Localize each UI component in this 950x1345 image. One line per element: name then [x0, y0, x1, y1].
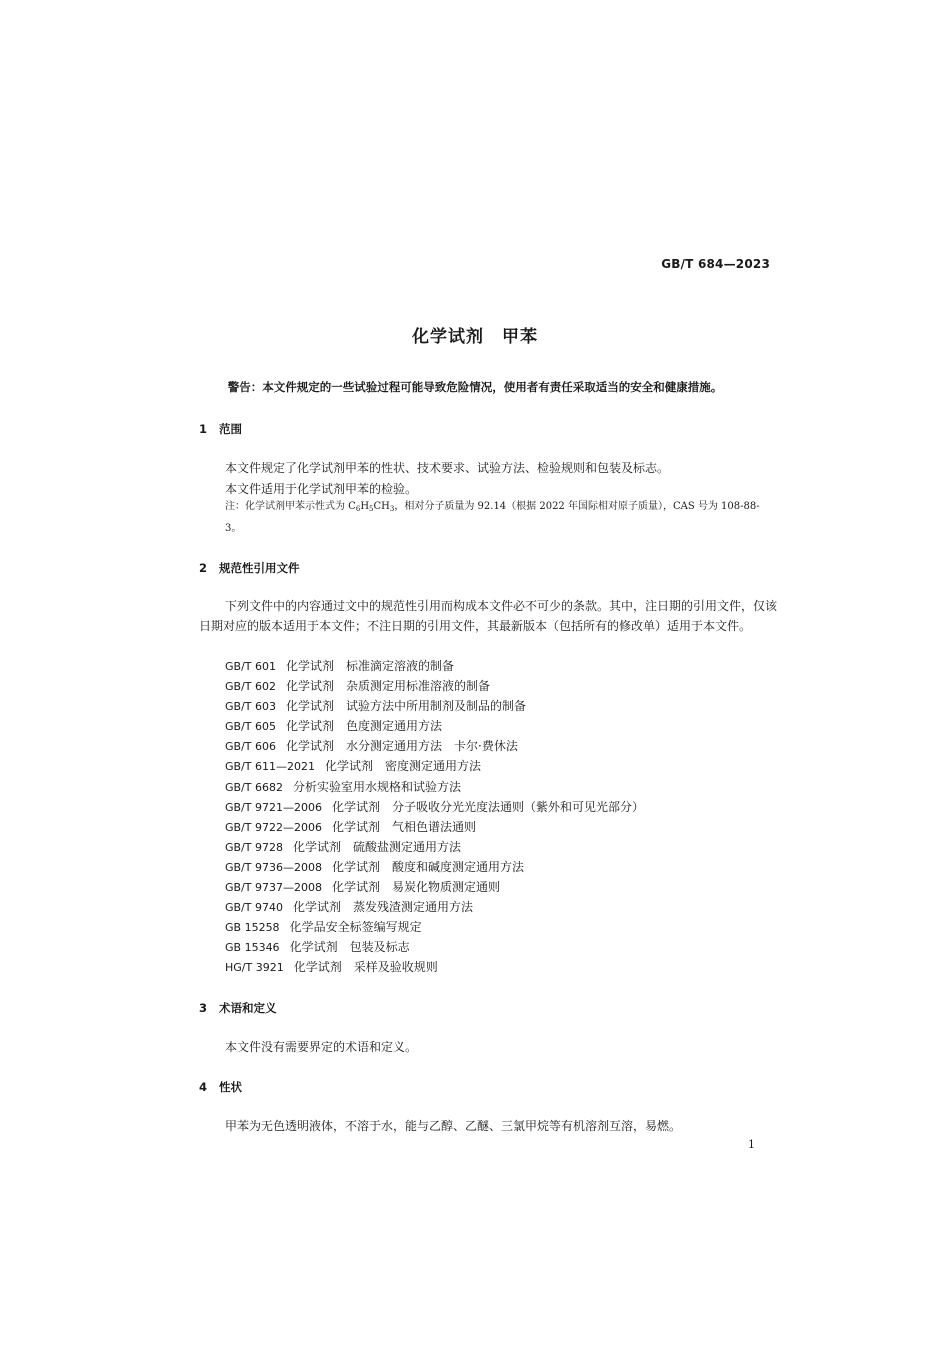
reference-item	[225, 756, 644, 776]
reference-code: GB/T 6682	[225, 780, 283, 794]
scope-paragraph-1: 本文件规定了化学试剂甲苯的性状、技术要求、试验方法、检验规则和包装及标志。	[225, 461, 670, 475]
reference-title: 化学试剂 水分测定通用方法 卡尔·费休法	[286, 739, 518, 754]
reference-item	[225, 957, 644, 977]
note-subscript: 6	[355, 505, 361, 513]
reference-code: HG/T 3921	[225, 961, 284, 975]
scope-note	[225, 497, 773, 538]
reference-title: 化学试剂 试验方法中所用制剂及制品的制备	[286, 699, 527, 714]
reference-title: 化学试剂 气相色谱法通则	[331, 819, 476, 834]
reference-code: GB/T 9736—2008	[225, 860, 322, 874]
reference-item	[225, 837, 644, 857]
note-text: 注：化学试剂甲苯示性式为 C	[225, 501, 356, 512]
section-title: 规范性引用文件	[219, 561, 300, 575]
section-heading-terms	[199, 1000, 277, 1016]
standard-number: GB/T 684—2023	[661, 257, 770, 271]
safety-warning: 警告：本文件规定的一些试验过程可能导致危险情况，使用者有责任采取适当的安全和健康措施。	[227, 380, 723, 394]
properties-paragraph: 甲苯为无色透明液体，不溶于水，能与乙醇、乙醚、三氯甲烷等有机溶剂互溶，易燃。	[225, 1119, 682, 1133]
reference-title: 化学试剂 杂质测定用标准溶液的制备	[286, 679, 491, 694]
terms-paragraph: 本文件没有需要界定的术语和定义。	[225, 1040, 418, 1054]
section-number: 1	[199, 422, 208, 436]
reference-item	[225, 716, 644, 736]
section-number: 2	[199, 561, 208, 575]
reference-title: 化学试剂 标准滴定溶液的制备	[286, 659, 455, 673]
reference-item	[225, 857, 644, 877]
section-heading-scope	[199, 421, 242, 437]
reference-item	[225, 917, 644, 937]
reference-title: 化学试剂 密度测定通用方法	[324, 759, 481, 774]
reference-item	[225, 817, 644, 837]
document-title: 化学试剂 甲苯	[412, 327, 538, 347]
reference-code: GB/T 611—2021	[225, 760, 315, 774]
reference-code: GB/T 601	[225, 660, 276, 673]
section-heading-properties	[199, 1079, 242, 1095]
reference-title: 化学试剂 硫酸盐测定通用方法	[293, 839, 462, 854]
reference-item	[225, 736, 644, 756]
section-title: 性状	[219, 1080, 242, 1094]
note-text: H	[360, 501, 370, 512]
reference-title: 化学试剂 采样及验收规则	[293, 960, 438, 975]
reference-code: GB/T 9721—2006	[225, 800, 322, 814]
reference-title: 化学试剂 易炭化物质测定通则	[331, 880, 500, 895]
reference-title: 化学品安全标签编写规定	[289, 920, 422, 935]
reference-item	[225, 877, 644, 897]
section-number: 3	[199, 1001, 208, 1015]
reference-list	[225, 656, 644, 978]
reference-item	[225, 676, 644, 696]
note-subscript: 5	[369, 505, 374, 513]
section-number: 4	[199, 1080, 208, 1094]
section-title: 范围	[219, 422, 242, 436]
reference-item	[225, 937, 644, 957]
reference-code: GB 15258	[225, 921, 280, 935]
reference-code: GB/T 9737—2008	[225, 881, 322, 895]
reference-code: GB/T 9728	[225, 840, 283, 854]
normative-intro-paragraph: 下列文件中的内容通过文中的规范性引用而构成本文件必不可少的条款。其中，注日期的引用文件，仅该日期对应的版本适用于本文件；不注日期的引用文件，其最新版本（包括所有的修改单）适用于本文件。	[199, 599, 778, 633]
page-number: 1	[748, 1138, 755, 1151]
reference-item	[225, 696, 644, 716]
reference-code: GB/T 606	[225, 740, 276, 754]
reference-item	[225, 897, 644, 917]
reference-title: 化学试剂 色度测定通用方法	[286, 719, 443, 734]
reference-code: GB 15346	[225, 941, 280, 955]
section-title: 术语和定义	[219, 1001, 277, 1015]
reference-item	[225, 797, 644, 817]
reference-title: 化学试剂 包装及标志	[289, 940, 410, 955]
reference-code: GB/T 602	[225, 680, 276, 694]
reference-item	[225, 777, 644, 797]
reference-code: GB/T 603	[225, 700, 276, 714]
reference-title: 化学试剂 酸度和碱度测定通用方法	[331, 859, 524, 874]
reference-title: 化学试剂 分子吸收分光光度法通则（紫外和可见光部分）	[331, 799, 644, 814]
reference-code: GB/T 605	[225, 720, 276, 734]
section-heading-normative-references	[199, 560, 300, 576]
reference-title: 分析实验室用水规格和试验方法	[293, 779, 462, 794]
note-subscript: 3	[389, 505, 395, 513]
scope-paragraph-2: 本文件适用于化学试剂甲苯的检验。	[225, 482, 418, 496]
reference-code: GB/T 9740	[225, 901, 283, 915]
reference-title: 化学试剂 蒸发残渣测定通用方法	[293, 900, 474, 915]
note-text: CH	[373, 501, 390, 512]
reference-code: GB/T 9722—2006	[225, 820, 322, 834]
reference-item	[225, 656, 644, 676]
note-text: ，相对分子质量为 92.14（根据 2022 年国际相对原子质量），CAS 号为 108-88-3。	[225, 501, 760, 534]
